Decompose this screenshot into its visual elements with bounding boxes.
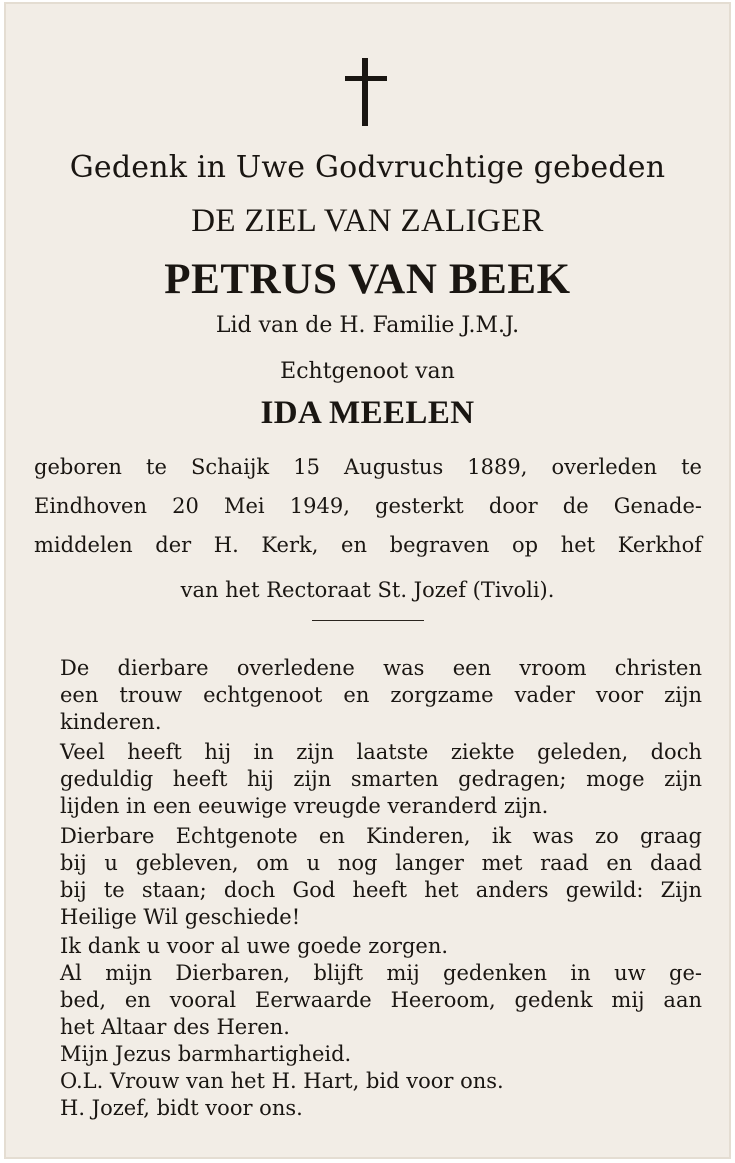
divider [312,620,424,621]
bio-line: Eindhoven 20 Mei 1949, gesterkt door de Genade- [34,494,702,518]
body-line: kinderen. [60,710,162,734]
body-line: bed, en vooral Eerwaarde Heeroom, gedenk mij aan [60,988,702,1012]
membership: Lid van de H. Familie J.M.J. [215,313,520,338]
body-line: bij te staan; doch God heeft het anders gewild: Zijn [60,878,702,902]
body-line: Mijn Jezus barmhartigheid. [60,1042,352,1066]
body-line: bij u gebleven, om u nog langer met raad en daad [60,851,702,875]
soul-of-deceased: DE ZIEL VAN ZALIGER [191,203,544,239]
body-line: Veel heeft hij in zijn laatste ziekte geleden, doch [60,740,702,764]
spouse-name: IDA MEELEN [260,395,475,431]
body-line: H. Jozef, bidt voor ons. [60,1096,303,1120]
body-line: een trouw echtgenoot en zorgzame vader voor zijn [60,683,702,707]
body-line: Ik dank u voor al uwe goede zorgen. [60,934,449,958]
bio-line: van het Rectoraat St. Jozef (Tivoli). [180,578,555,602]
cross-icon [343,58,389,126]
spouse-label: Echtgenoot van [280,359,455,384]
body-line: Dierbare Echtgenote en Kinderen, ik was zo graag [60,824,702,848]
body-line: O.L. Vrouw van het H. Hart, bid voor ons. [60,1069,504,1093]
body-line: Al mijn Dierbaren, blijft mij gedenken in uw ge- [60,961,702,985]
body-line: het Altaar des Heren. [60,1015,290,1039]
body-line: lijden in een eeuwige vreugde veranderd zijn. [60,794,549,818]
body-line: De dierbare overledene was een vroom christen [60,656,702,680]
body-line: Heilige Wil geschiede! [60,905,301,929]
prayer-request: Gedenk in Uwe Godvruchtige gebeden [69,150,666,185]
deceased-name: PETRUS VAN BEEK [164,256,571,303]
bio-line: middelen der H. Kerk, en begraven op het Kerkhof [34,533,702,557]
bio-line: geboren te Schaijk 15 Augustus 1889, overleden te [34,455,702,479]
body-line: geduldig heeft hij zijn smarten gedragen; moge zijn [60,767,702,791]
